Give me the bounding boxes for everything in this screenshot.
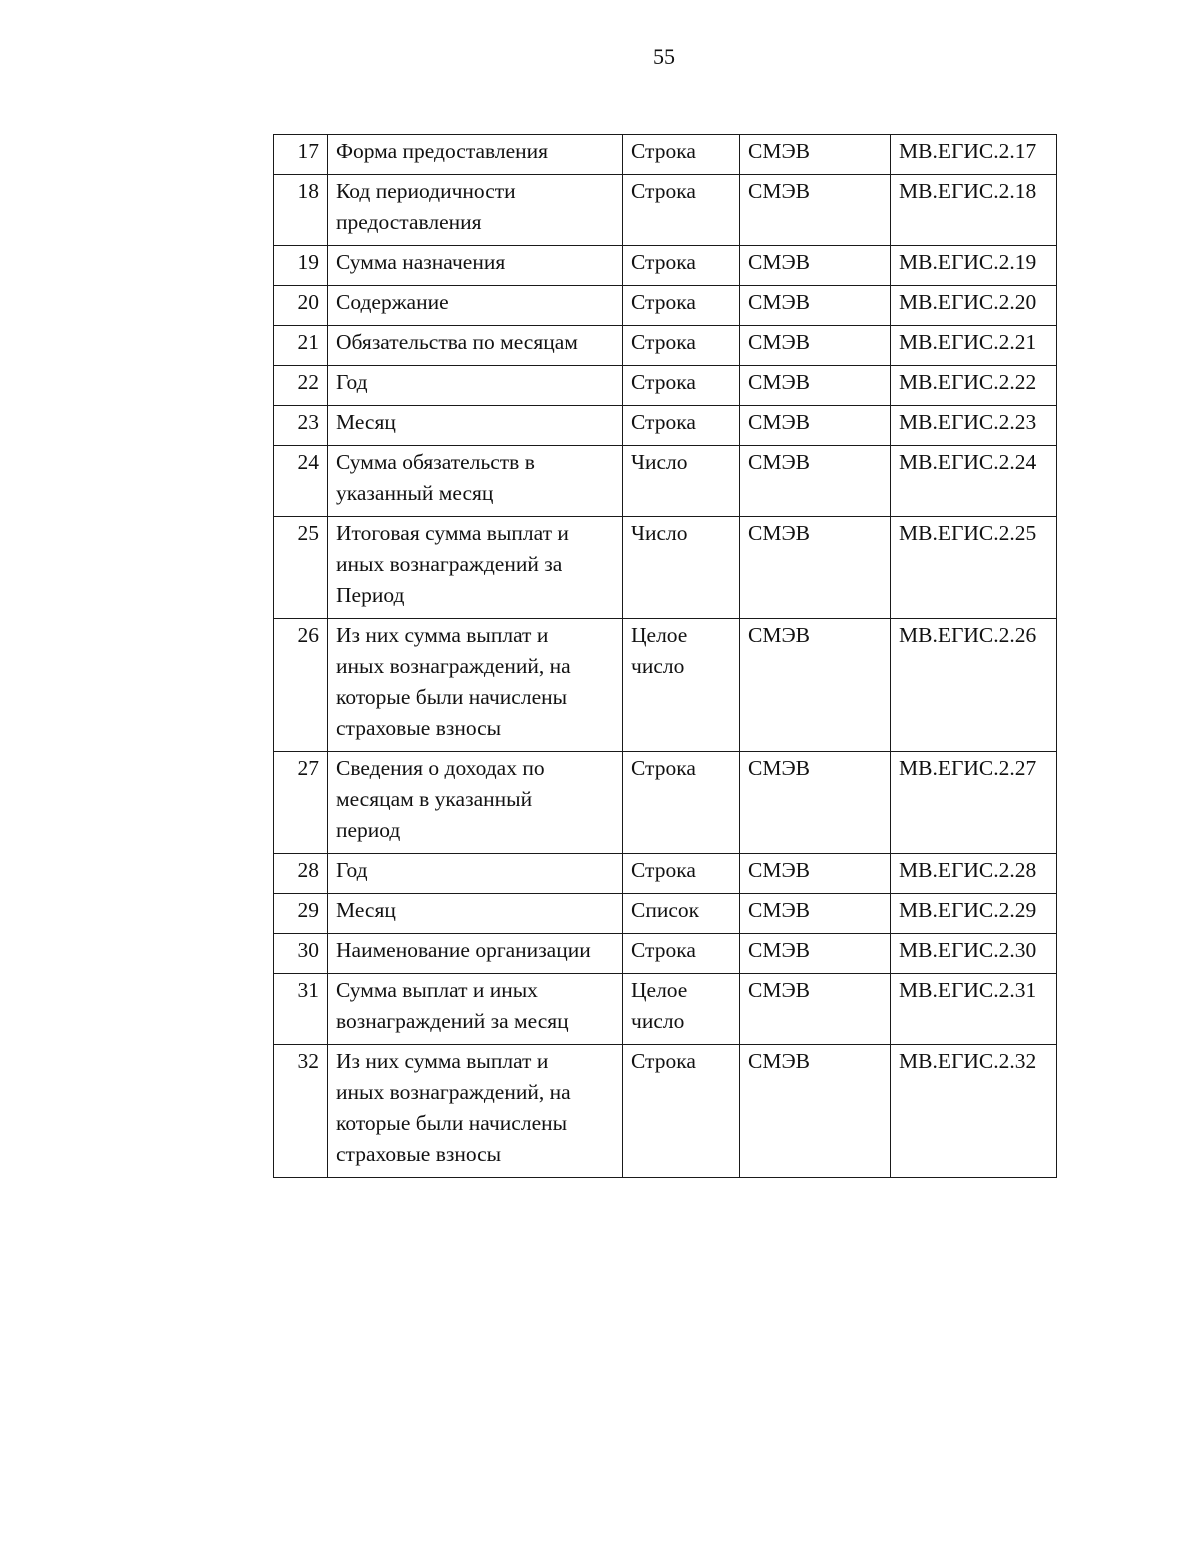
table-row: [274, 619, 1057, 752]
field-source: СМЭВ: [740, 894, 891, 934]
field-type: Строка: [623, 175, 740, 246]
field-name: Из них сумма выплат и иных вознаграждений, на которые были начислены страховые взносы: [328, 619, 623, 752]
row-number: 29: [274, 894, 328, 934]
table-row: [274, 406, 1057, 446]
table-row: [274, 366, 1057, 406]
row-number: 32: [274, 1045, 328, 1178]
field-name: Сумма обязательств в указанный месяц: [328, 446, 623, 517]
table-row: [274, 974, 1057, 1045]
field-source: СМЭВ: [740, 175, 891, 246]
field-type: Строка: [623, 854, 740, 894]
field-code: МВ.ЕГИС.2.22: [891, 366, 1057, 406]
field-source: СМЭВ: [740, 934, 891, 974]
field-name: Форма предоставления: [328, 135, 623, 175]
field-source: СМЭВ: [740, 619, 891, 752]
row-number: 27: [274, 752, 328, 854]
field-type: Строка: [623, 752, 740, 854]
field-name: Обязательства по месяцам: [328, 326, 623, 366]
field-source: СМЭВ: [740, 286, 891, 326]
table-row: [274, 446, 1057, 517]
field-code: МВ.ЕГИС.2.20: [891, 286, 1057, 326]
table-row: [274, 934, 1057, 974]
field-name: Месяц: [328, 406, 623, 446]
row-number: 26: [274, 619, 328, 752]
field-code: МВ.ЕГИС.2.19: [891, 246, 1057, 286]
field-code: МВ.ЕГИС.2.28: [891, 854, 1057, 894]
field-name: Год: [328, 854, 623, 894]
field-name: Содержание: [328, 286, 623, 326]
field-name: Код периодичности предоставления: [328, 175, 623, 246]
table-row: [274, 175, 1057, 246]
field-name: Год: [328, 366, 623, 406]
field-code: МВ.ЕГИС.2.24: [891, 446, 1057, 517]
field-name: Из них сумма выплат и иных вознаграждений, на которые были начислены страховые взносы: [328, 1045, 623, 1178]
field-source: СМЭВ: [740, 326, 891, 366]
page-number: 55: [653, 44, 675, 69]
table-row: [274, 752, 1057, 854]
table-row: [274, 894, 1057, 934]
row-number: 28: [274, 854, 328, 894]
field-code: МВ.ЕГИС.2.25: [891, 517, 1057, 619]
table-row: [274, 517, 1057, 619]
field-source: СМЭВ: [740, 135, 891, 175]
table-row: [274, 135, 1057, 175]
field-name: Сумма назначения: [328, 246, 623, 286]
field-name: Итоговая сумма выплат и иных вознаграждений за Период: [328, 517, 623, 619]
row-number: 18: [274, 175, 328, 246]
field-source: СМЭВ: [740, 246, 891, 286]
field-name: Месяц: [328, 894, 623, 934]
field-code: МВ.ЕГИС.2.32: [891, 1045, 1057, 1178]
field-code: МВ.ЕГИС.2.18: [891, 175, 1057, 246]
field-code: МВ.ЕГИС.2.23: [891, 406, 1057, 446]
row-number: 31: [274, 974, 328, 1045]
row-number: 30: [274, 934, 328, 974]
field-type: Строка: [623, 135, 740, 175]
field-type: Строка: [623, 1045, 740, 1178]
table-row: [274, 286, 1057, 326]
field-source: СМЭВ: [740, 752, 891, 854]
table-row: [274, 854, 1057, 894]
table-row: [274, 246, 1057, 286]
field-source: СМЭВ: [740, 406, 891, 446]
field-type: Число: [623, 446, 740, 517]
row-number: 17: [274, 135, 328, 175]
field-type: Строка: [623, 326, 740, 366]
field-source: СМЭВ: [740, 366, 891, 406]
field-name: Сведения о доходах по месяцам в указанный период: [328, 752, 623, 854]
field-type: Строка: [623, 934, 740, 974]
row-number: 19: [274, 246, 328, 286]
field-code: МВ.ЕГИС.2.27: [891, 752, 1057, 854]
field-type: Строка: [623, 246, 740, 286]
field-type: Строка: [623, 406, 740, 446]
field-type: Строка: [623, 366, 740, 406]
table-row: [274, 326, 1057, 366]
field-source: СМЭВ: [740, 974, 891, 1045]
field-source: СМЭВ: [740, 1045, 891, 1178]
field-code: МВ.ЕГИС.2.26: [891, 619, 1057, 752]
field-code: МВ.ЕГИС.2.21: [891, 326, 1057, 366]
field-code: МВ.ЕГИС.2.31: [891, 974, 1057, 1045]
field-code: МВ.ЕГИС.2.29: [891, 894, 1057, 934]
table-body: [274, 135, 1057, 1178]
row-number: 20: [274, 286, 328, 326]
field-source: СМЭВ: [740, 517, 891, 619]
row-number: 24: [274, 446, 328, 517]
row-number: 22: [274, 366, 328, 406]
field-source: СМЭВ: [740, 446, 891, 517]
field-name: Наименование организации: [328, 934, 623, 974]
field-type: Строка: [623, 286, 740, 326]
row-number: 21: [274, 326, 328, 366]
field-name: Сумма выплат и иных вознаграждений за месяц: [328, 974, 623, 1045]
field-type: Целое число: [623, 619, 740, 752]
field-code: МВ.ЕГИС.2.30: [891, 934, 1057, 974]
table-row: [274, 1045, 1057, 1178]
field-type: Число: [623, 517, 740, 619]
field-type: Целое число: [623, 974, 740, 1045]
data-table: [273, 134, 1057, 1178]
row-number: 23: [274, 406, 328, 446]
field-code: МВ.ЕГИС.2.17: [891, 135, 1057, 175]
field-type: Список: [623, 894, 740, 934]
row-number: 25: [274, 517, 328, 619]
field-source: СМЭВ: [740, 854, 891, 894]
